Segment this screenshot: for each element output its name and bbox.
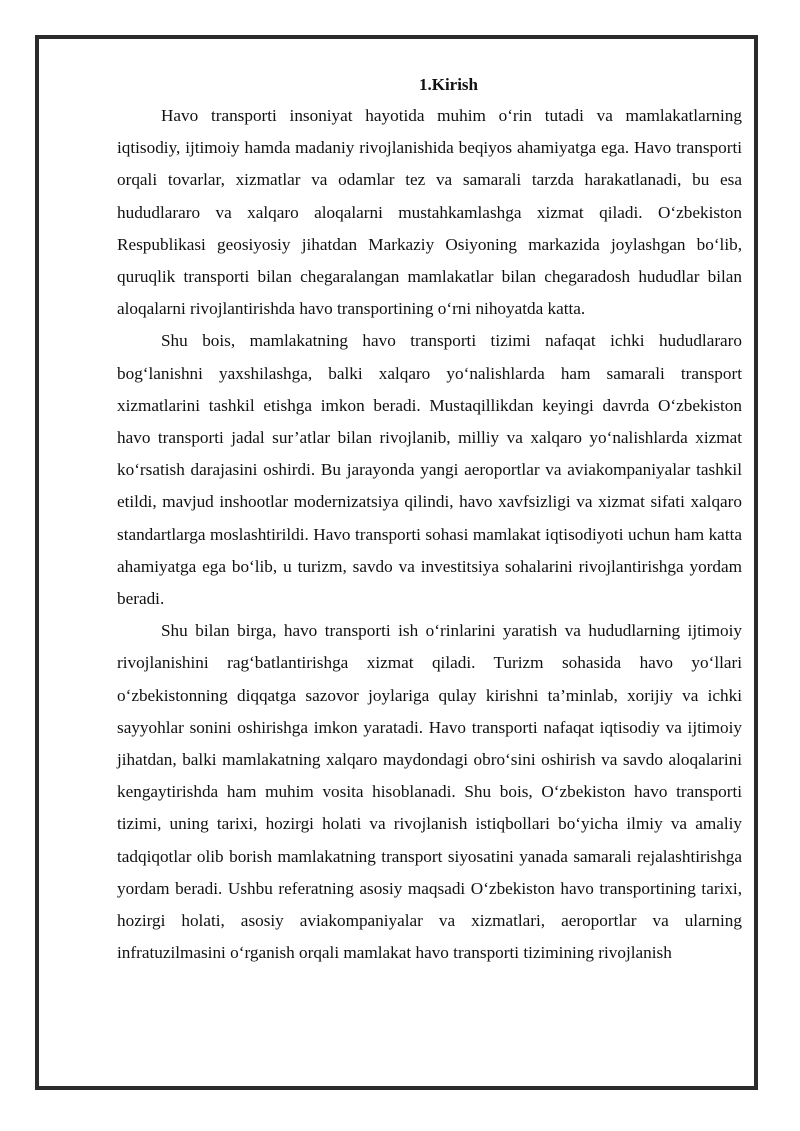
paragraph-2: Shu bois, mamlakatning havo transporti tizimi nafaqat ichki hududlararo bog‘lanishni yaxshilashga, balki xalqaro yo‘nalishlarda ham samarali transport xizmatlarini tashkil etishga imkon beradi. Mustaqillikdan keyingi davrda O‘zbekiston havo transporti jadal sur’atlar bilan rivojlanib, milliy va xalqaro yo‘nalishlarda xizmat ko‘rsatish darajasini oshirdi. Bu jarayonda yangi aeroportlar va aviakompaniyalar tashkil etildi, mavjud inshootlar modernizatsiya qilindi, havo xavfsizligi va xizmat sifati xalqaro standartlarga moslashtirildi. Havo transporti sohasi mamlakat iqtisodiyoti uchun ham katta ahamiyatga ega bo‘lib, u turizm, savdo va investitsiya sohalarini rivojlantirishga yordam beradi.: [117, 331, 742, 609]
document-body: [117, 74, 742, 969]
paragraph-1: Havo transporti insoniyat hayotida muhim o‘rin tutadi va mamlakatlarning iqtisodiy, ijtimoiy hamda madaniy rivojlanishida beqiyos ahamiyatga ega. Havo transporti orqali tovarlar, xizmatlar va odamlar tez va samarali tarzda harakatlanadi, bu esa hududlararo va xalqaro aloqalarni mustahkamlashga xizmat qiladi. O‘zbekiston Respublikasi geosiyosiy jihatdan Markaziy Osiyoning markazida joylashgan bo‘lib, quruqlik transporti bilan chegaralangan mamlakatlar bilan chegaradosh hududlar bilan aloqalarni rivojlantirishda havo transportining o‘rni nihoyatda katta.: [117, 106, 742, 319]
section-heading: 1.Kirish: [418, 75, 479, 94]
paragraph-3: Shu bilan birga, havo transporti ish o‘rinlarini yaratish va hududlarning ijtimoiy rivojlanishini rag‘batlantirishga xizmat qiladi. Turizm sohasida havo yo‘llari o‘zbekistonning diqqatga sazovor joylariga qulay kirishni ta’minlab, xorijiy va ichki sayyohlar sonini oshirishga imkon yaratadi. Havo transporti nafaqat iqtisodiy va ijtimoiy jihatdan, balki mamlakatning xalqaro maydondagi obro‘sini oshirish va savdo aloqalarini kengaytirishda ham muhim vosita hisoblanadi. Shu bois, O‘zbekiston havo transporti tizimi, uning tarixi, hozirgi holati va rivojlanish istiqbollari bo‘yicha ilmiy va amaliy tadqiqotlar olib borish mamlakatning transport siyosatini yanada samarali rejalashtirishga yordam beradi. Ushbu referatning asosiy maqsadi O‘zbekiston havo transportining tarixi, hozirgi holati, asosiy aviakompaniyalar va xizmatlari, aeroportlar va ularning infratuzilmasini o‘rganish orqali mamlakat havo transporti tizimining rivojlanish: [117, 621, 742, 963]
